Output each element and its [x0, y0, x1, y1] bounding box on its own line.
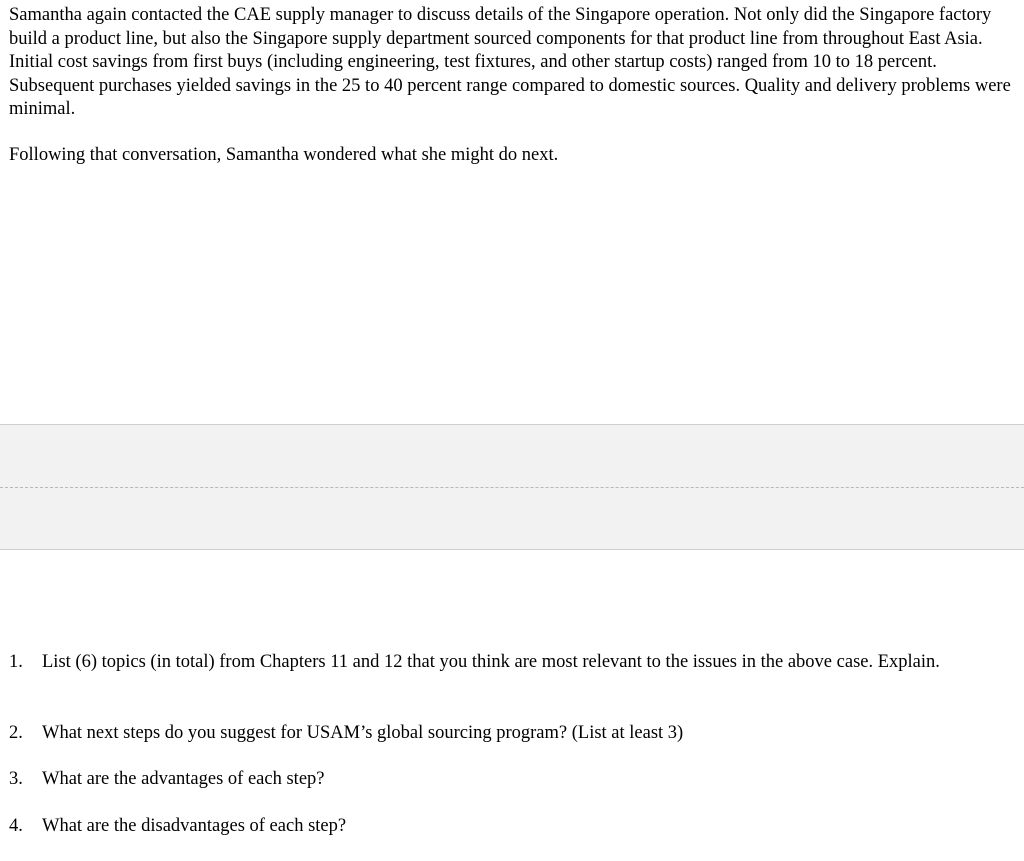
- case-paragraph: Following that conversation, Samantha wondered what she might do next.: [9, 145, 559, 165]
- question-number: 1.: [9, 652, 23, 672]
- question-text: List (6) topics (in total) from Chapters 11 and 12 that you think are most relevant to the issues in the above case. Explain.: [42, 652, 940, 672]
- question-text: What are the advantages of each step?: [42, 769, 325, 789]
- question-text: What are the disadvantages of each step?: [42, 816, 347, 836]
- page-break-divider: [0, 487, 1024, 488]
- question-text: What next steps do you suggest for USAM’s global sourcing program? (List at least 3): [42, 723, 684, 743]
- question-number: 3.: [9, 769, 23, 789]
- page-break: [0, 424, 1024, 550]
- question-number: 4.: [9, 816, 23, 836]
- question-number: 2.: [9, 723, 23, 743]
- case-paragraph: Samantha again contacted the CAE supply manager to discuss details of the Singapore operation. Not only did the Singapore factory build a product line, but also the Singapore supply department sourced components for that product line from throughout East Asia. Initial cost savings from first buys (including engineering, test fixtures, and other startup costs) ranged from 10 to 18 percent. Subsequent purchases yielded savings in the 25 to 40 percent range compared to domestic sources. Quality and delivery problems were minimal.: [9, 5, 1011, 119]
